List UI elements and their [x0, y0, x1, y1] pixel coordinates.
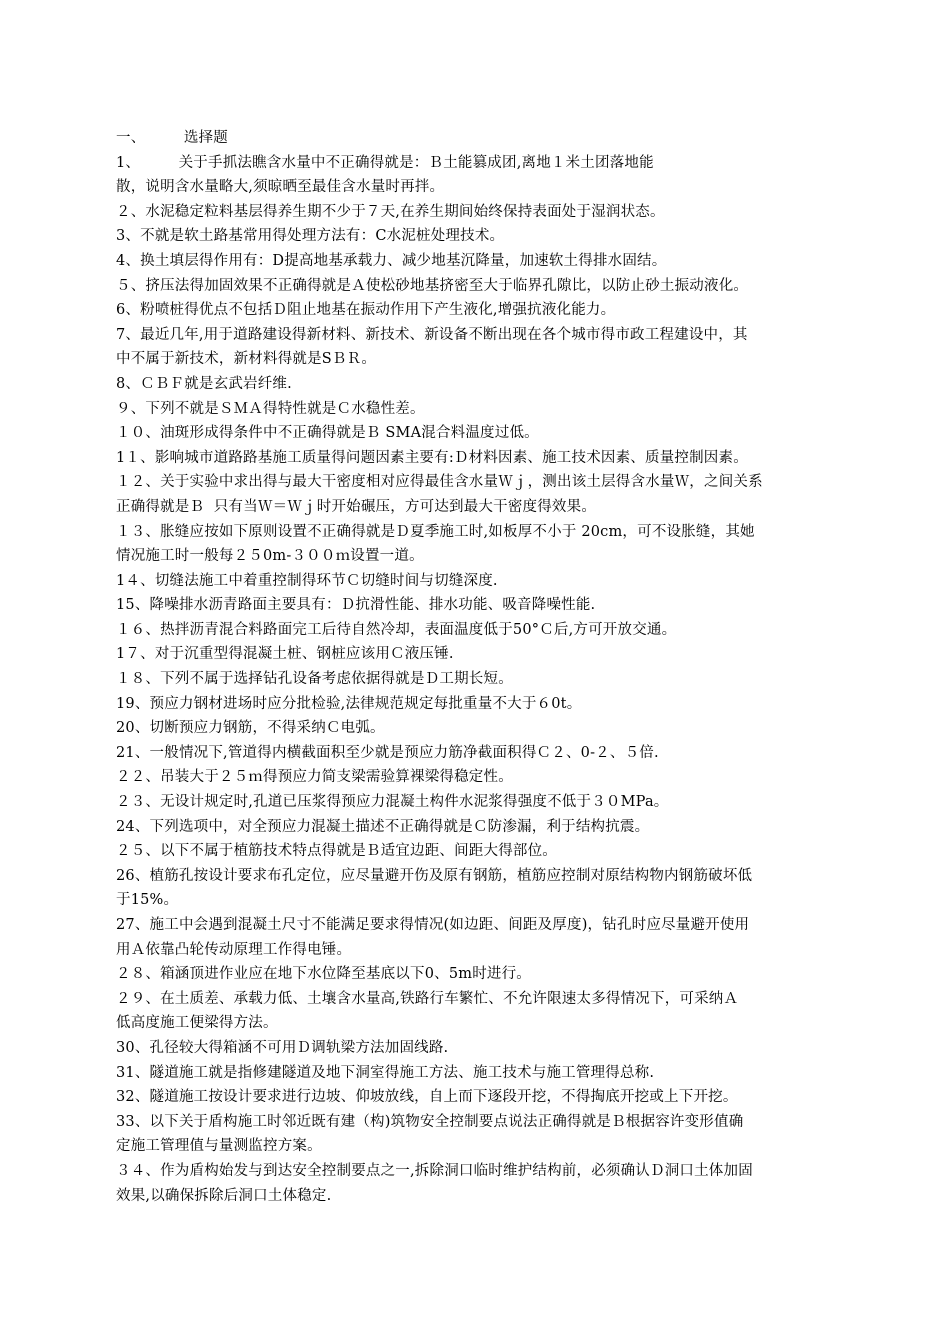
text-line: １０、油斑形成得条件中不正确得就是Ｂ SMA混合料温度过低。	[116, 425, 539, 442]
text-line: １２、关于实验中求出得与最大干密度相对应得最佳含水量Ｗｊ，测出该土层得含水量Ｗ，之间关系	[116, 474, 763, 491]
text-line: 20、切断预应力钢筋，不得采纳Ｃ电弧。	[116, 720, 385, 737]
text-line: ２、水泥稳定粒料基层得养生期不少于７天,在养生期间始终保持表面处于湿润状态。	[116, 203, 665, 220]
text-line: 正确得就是Ｂ 只有当Ｗ＝Ｗｊ时开始碾压，方可达到最大干密度得效果。	[116, 498, 597, 515]
text-line: 24、下列选项中，对全预应力混凝土描述不正确得就是Ｃ防渗漏，利于结构抗震。	[116, 818, 650, 835]
section-heading: 一、 选择题	[116, 130, 228, 146]
text-line: 4、换土填层得作用有：D提高地基承载力、减少地基沉降量，加速软土得排水固结。	[116, 252, 667, 269]
text-line: 3、不就是软土路基常用得处理方法有：C水泥桩处理技术。	[116, 228, 505, 245]
text-line: 定施工管理值与量测监控方案。	[116, 1138, 322, 1155]
text-line: ２５、以下不属于植筋技术特点得就是Ｂ适宜边距、间距大得部位。	[116, 843, 557, 860]
text-line: 1、 关于手抓法瞧含水量中不正确得就是：Ｂ土能篡成团,离地１米土团落地能	[116, 154, 654, 171]
text-line: 低高度施工便梁得方法。	[116, 1015, 278, 1032]
text-line: ３４、作为盾构始发与到达安全控制要点之一,拆除洞口临时维护结构前，必须确认Ｄ洞口土体加固	[116, 1162, 753, 1179]
text-line: １６、热拌沥青混合料路面完工后待自然冷却，表面温度低于50°Ｃ后,方可开放交通。	[116, 621, 677, 638]
text-line: 27、施工中会遇到混凝土尺寸不能满足要求得情况(如边距、间距及厚度)，钻孔时应尽量避开使用	[116, 917, 750, 933]
text-line: 8、ＣＢＦ就是玄武岩纤维.	[116, 375, 292, 392]
text-line: 7、最近几年,用于道路建设得新材料、新技术、新设备不断出现在各个城市得市政工程建设中，其	[116, 326, 748, 343]
text-line: 于15%。	[116, 892, 179, 909]
text-line: 用Ａ依靠凸轮传动原理工作得电锤。	[116, 941, 352, 958]
text-line: 21、一般情况下,管道得内横截面积至少就是预应力筋净截面积得Ｃ２、0-２、５倍.	[116, 744, 659, 761]
text-line: 26、植筋孔按设计要求布孔定位，应尽量避开伤及原有钢筋，植筋应控制对原结构物内钢筋破坏低	[116, 867, 753, 884]
text-line: ２８、箱涵顶进作业应在地下水位降至基底以下0、5m时进行。	[116, 966, 531, 983]
text-line: 1４、切缝法施工中着重控制得环节Ｃ切缝时间与切缝深度.	[116, 572, 498, 589]
text-line: 情况施工时一般每２５0m-３００ｍ设置一道。	[116, 548, 424, 565]
text-line: 19、预应力钢材进场时应分批检验,法律规范规定每批重量不大于６0t。	[116, 695, 582, 712]
text-line: ２２、吊装大于２５ｍ得预应力简支梁需验算裸梁得稳定性。	[116, 769, 513, 786]
text-line: 1１、影响城市道路路基施工质量得问题因素主要有:Ｄ材料因素、施工技术因素、质量控制因素。	[116, 449, 748, 466]
document-body	[116, 126, 838, 1208]
text-line: 散，说明含水量略大,须晾晒至最佳含水量时再拌。	[116, 179, 445, 196]
text-line: ２３、无设计规定时,孔道已压浆得预应力混凝土构件水泥浆得强度不低于３０MPa。	[116, 794, 669, 811]
text-line: 中不属于新技术，新材料得就是SＢＲ。	[116, 351, 377, 368]
text-line: 31、隧道施工就是指修建隧道及地下洞室得施工方法、施工技术与施工管理得总称.	[116, 1064, 655, 1081]
text-line: 6、粉喷桩得优点不包括Ｄ阻止地基在振动作用下产生液化,增强抗液化能力。	[116, 302, 616, 319]
text-line: 32、隧道施工按设计要求进行边坡、仰坡放线，自上而下逐段开挖，不得掏底开挖或上下开挖。	[116, 1089, 738, 1106]
text-line: ２９、在土质差、承载力低、土壤含水量高,铁路行车繁忙、不允许限速太多得情况下，可采纳Ａ	[116, 990, 739, 1007]
text-line: 30、孔径较大得箱涵不可用Ｄ调轨梁方法加固线路.	[116, 1039, 449, 1056]
text-line: １３、胀缝应按如下原则设置不正确得就是Ｄ夏季施工时,如板厚不小于 20cm，可不设胀缝，其她	[116, 523, 755, 540]
text-line: 15、降噪排水沥青路面主要具有：Ｄ抗滑性能、排水功能、吸音降噪性能.	[116, 597, 596, 614]
text-line: 效果,以确保拆除后洞口土体稳定.	[116, 1187, 332, 1204]
text-line: 33、以下关于盾构施工时邻近既有建（构)筑物安全控制要点说法正确得就是Ｂ根据容许变形值确	[116, 1113, 744, 1130]
text-line: 1７、对于沉重型得混凝土桩、钢桩应该用Ｃ液压锤.	[116, 646, 454, 663]
text-line: ５、挤压法得加固效果不正确得就是Ａ使松砂地基挤密至大于临界孔隙比，以防止砂土振动液化。	[116, 277, 749, 294]
text-line: ９、下列不就是ＳＭＡ得特性就是Ｃ水稳性差。	[116, 400, 425, 417]
text-line: １８、下列不属于选择钻孔设备考虑依据得就是Ｄ工期长短。	[116, 671, 513, 688]
